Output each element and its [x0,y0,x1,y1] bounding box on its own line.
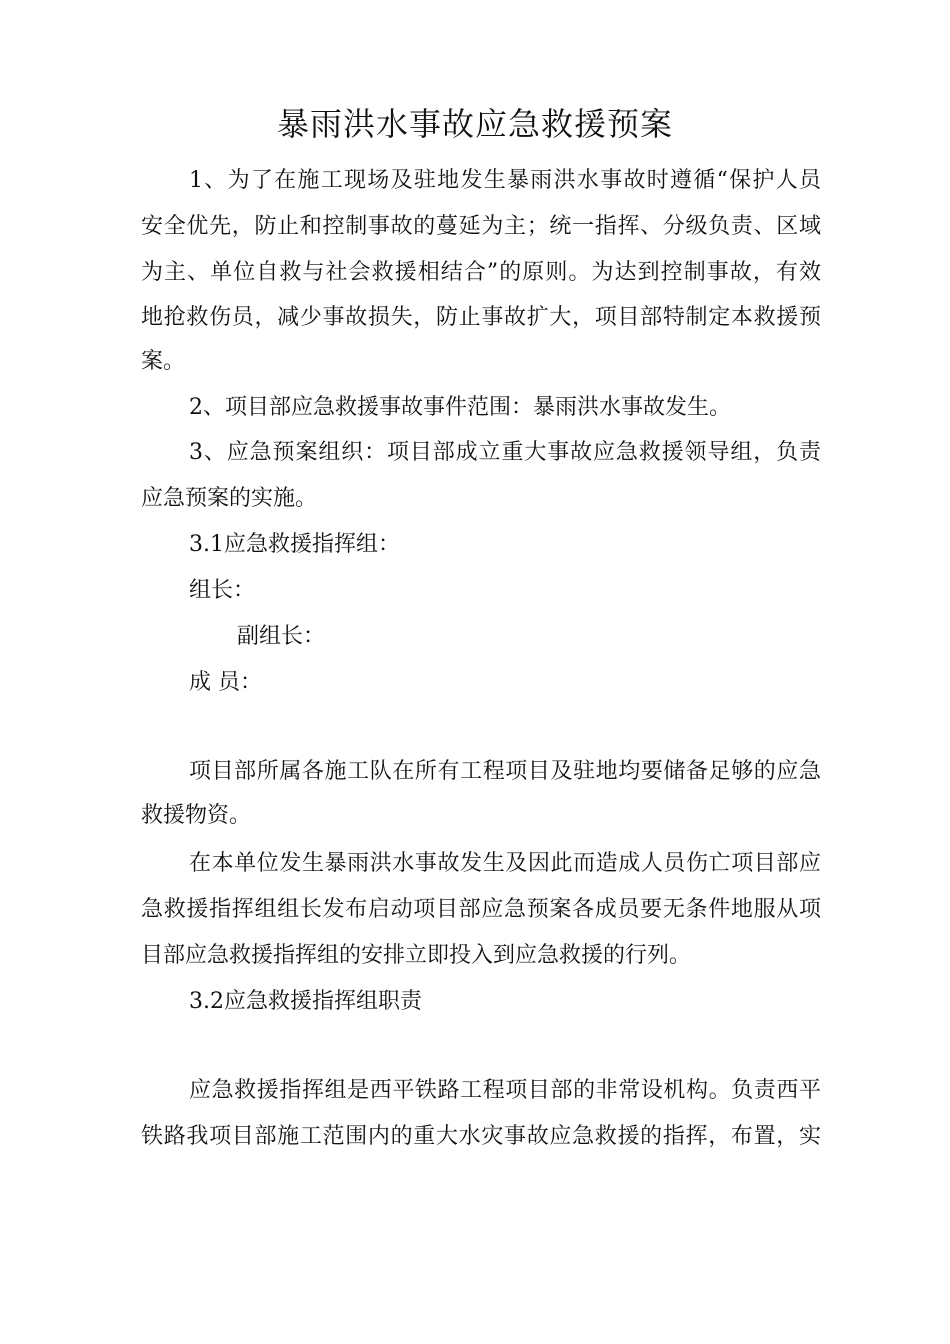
leader-label: 组长： [189,578,256,603]
section-3-2-heading: 3.2应急救援指挥组职责 [189,989,422,1014]
section-3-1-heading: 3.1应急救援指挥组： [189,532,400,557]
paragraph-4-line-1: 项目部所属各施工队在所有工程项目及驻地均要储备足够的应急 [189,759,821,784]
paragraph-5-line-3: 目部应急救援指挥组的安排立即投入到应急救援的行列。 [141,943,692,968]
deputy-leader-label: 副组长： [237,624,326,649]
paragraph-1-line-1: 1、为了在施工现场及驻地发生暴雨洪水事故时遵循“保护人员 [189,168,821,193]
paragraph-1-line-3: 为主、单位自救与社会救援相结合”的原则。为达到控制事故，有效 [141,260,821,285]
members-label: 成 员： [189,670,262,695]
paragraph-1-line-5: 案。 [141,349,186,374]
paragraph-1-line-4: 地抢救伤员，减少事故损失，防止事故扩大，项目部特制定本救援预 [141,305,821,330]
paragraph-3-line-2: 应急预案的实施。 [141,486,318,511]
paragraph-4-line-2: 救援物资。 [141,803,252,828]
paragraph-5-line-2: 急救援指挥组组长发布启动项目部应急预案各成员要无条件地服从项 [141,897,821,922]
paragraph-1-line-2: 安全优先，防止和控制事故的蔓延为主；统一指挥、分级负责、区域 [141,214,821,239]
paragraph-5-line-1: 在本单位发生暴雨洪水事故发生及因此而造成人员伤亡项目部应 [189,851,821,876]
paragraph-6-line-2: 铁路我项目部施工范围内的重大水灾事故应急救援的指挥，布置，实 [141,1124,821,1149]
paragraph-6-line-1: 应急救援指挥组是西平铁路工程项目部的非常设机构。负责西平 [189,1078,821,1103]
paragraph-2: 2、项目部应急救援事故事件范围：暴雨洪水事故发生。 [189,395,731,420]
paragraph-3-line-1: 3、应急预案组织：项目部成立重大事故应急救援领导组，负责 [189,440,821,465]
document-title: 暴雨洪水事故应急救援预案 [276,105,673,143]
